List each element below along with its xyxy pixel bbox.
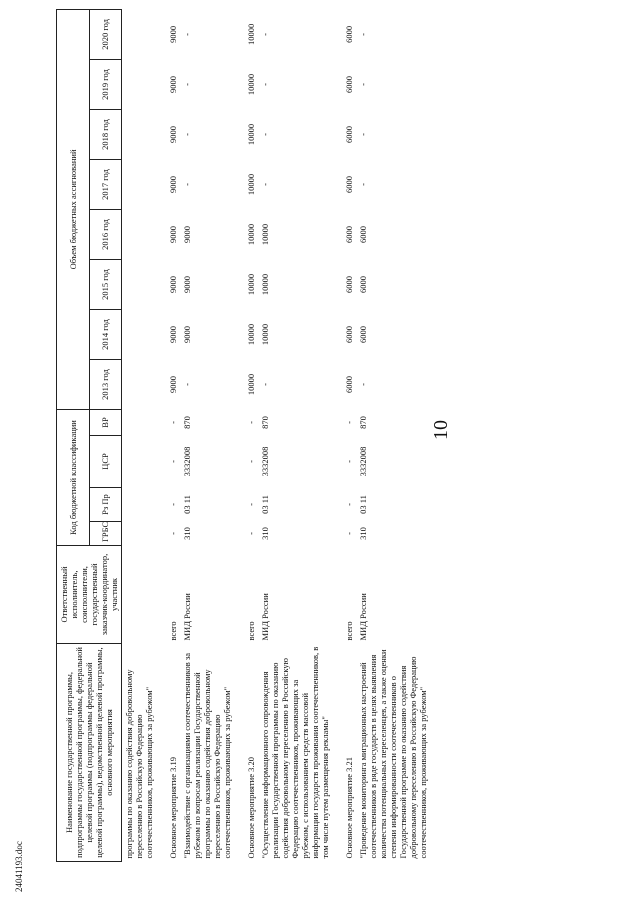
header-year: 2014 год [89, 309, 122, 359]
event-description: "Проведение мониторинга миграционных настроений соотечественников в ряде государств в целях выявления количества потенциальных переселенцев, а также оценки степени информированности соотечественников о Государственной программе по оказанию содействия добровольному переселению в Российскую Федерацию соотечественников, проживающих за рубежом" [358, 649, 429, 859]
code-cell: - [344, 421, 355, 424]
value-cell: - [182, 133, 193, 136]
event-title: Основное мероприятие 3.20 [246, 757, 257, 859]
table-row [342, 9, 356, 861]
continuation-text: программы по оказанию содействия добровольному переселению в Российскую Федерацию соотечественников, проживающих за рубежом" [124, 669, 155, 859]
header-year: 2020 год [89, 9, 122, 59]
value-cell: - [260, 383, 271, 386]
code-cell: - [168, 532, 179, 535]
code-cell: 310 [358, 527, 369, 540]
code-cell: - [246, 421, 257, 424]
header-year: 2019 год [89, 59, 122, 109]
header-year: 2015 год [89, 259, 122, 309]
value-cell: - [260, 83, 271, 86]
value-cell: 9000 [168, 325, 179, 343]
value-cell: 9000 [168, 175, 179, 193]
executor-label: МИД России [358, 593, 369, 641]
event-title: Основное мероприятие 3.21 [344, 757, 355, 859]
code-cell: - [246, 503, 257, 506]
value-cell: - [358, 183, 369, 186]
value-cell: 6000 [344, 325, 355, 343]
header-year: 2013 год [89, 359, 122, 409]
value-cell: 9000 [168, 375, 179, 393]
table-row [356, 9, 430, 861]
code-cell: 310 [260, 527, 271, 540]
value-cell: 10000 [246, 23, 257, 46]
value-cell: 10000 [246, 373, 257, 396]
value-cell: 10000 [246, 73, 257, 96]
value-cell: - [182, 83, 193, 86]
code-cell: 03 11 [182, 495, 193, 514]
code-cell: 3332008 [182, 446, 193, 477]
value-cell: - [260, 183, 271, 186]
code-cell: 870 [182, 416, 193, 429]
value-cell: - [260, 133, 271, 136]
code-cell: - [344, 503, 355, 506]
table-row-continuation [122, 9, 157, 861]
value-cell: 10000 [260, 223, 271, 246]
value-cell: 9000 [168, 275, 179, 293]
value-cell: 6000 [344, 275, 355, 293]
value-cell: 6000 [344, 175, 355, 193]
header-code-rzpr: Рз Пр [89, 488, 122, 522]
executor-label: МИД России [182, 593, 193, 641]
value-cell: - [358, 83, 369, 86]
footer-filename: 24041193.doc [14, 841, 24, 892]
code-cell: - [344, 532, 355, 535]
code-cell: 310 [182, 527, 193, 540]
value-cell: - [182, 183, 193, 186]
code-cell: - [246, 460, 257, 463]
value-cell: 9000 [168, 125, 179, 143]
value-cell: 6000 [344, 225, 355, 243]
code-cell: - [168, 421, 179, 424]
value-cell: 9000 [168, 225, 179, 243]
header-code-csr: ЦСР [89, 436, 122, 488]
code-cell: 03 11 [358, 495, 369, 514]
code-cell: 03 11 [260, 495, 271, 514]
total-label: всего [246, 621, 257, 641]
value-cell: 9000 [182, 325, 193, 343]
value-cell: - [182, 383, 193, 386]
code-cell: - [168, 460, 179, 463]
code-cell: - [344, 460, 355, 463]
header-code-group: Код бюджетной классификации [57, 409, 90, 545]
value-cell: - [358, 133, 369, 136]
header-code-grbs: ГРБС [89, 522, 122, 546]
code-cell: - [246, 532, 257, 535]
value-cell: - [358, 33, 369, 36]
table-row [244, 9, 258, 861]
budget-table [56, 9, 430, 862]
code-cell: 870 [358, 416, 369, 429]
total-label: всего [168, 621, 179, 641]
value-cell: - [358, 383, 369, 386]
value-cell: 6000 [358, 275, 369, 293]
header-year: 2016 год [89, 209, 122, 259]
event-title: Основное мероприятие 3.19 [168, 757, 179, 859]
value-cell: 10000 [246, 123, 257, 146]
table-row [180, 9, 234, 861]
value-cell: 6000 [358, 225, 369, 243]
header-year: 2017 год [89, 159, 122, 209]
value-cell: 6000 [344, 25, 355, 43]
header-allocation-group: Объем бюджетных ассигнований [57, 9, 90, 409]
total-label: всего [344, 621, 355, 641]
value-cell: - [260, 33, 271, 36]
value-cell: 10000 [246, 173, 257, 196]
value-cell: 10000 [246, 323, 257, 346]
value-cell: 10000 [260, 273, 271, 296]
page-number: 10 [430, 420, 452, 440]
value-cell: - [182, 33, 193, 36]
executor-label: МИД России [260, 593, 271, 641]
header-year: 2018 год [89, 109, 122, 159]
value-cell: 10000 [246, 273, 257, 296]
value-cell: 10000 [246, 223, 257, 246]
table-row [258, 9, 332, 861]
value-cell: 10000 [260, 323, 271, 346]
value-cell: 6000 [344, 125, 355, 143]
header-code-vr: ВР [89, 409, 122, 435]
value-cell: 9000 [182, 275, 193, 293]
value-cell: 9000 [168, 25, 179, 43]
event-description: "Осуществление информационного сопровождения реализации Государственной программы по оказанию содействия добровольному переселению в Российскую Федерацию соотечественников, проживающих за рубежом, с использованием средств массовой информации государств проживания соотечественников, в том числе путем размещения рекламы" [260, 646, 331, 859]
value-cell: 6000 [344, 375, 355, 393]
code-cell: - [168, 503, 179, 506]
table-row [166, 9, 180, 861]
value-cell: 9000 [168, 75, 179, 93]
value-cell: 9000 [182, 225, 193, 243]
value-cell: 6000 [358, 325, 369, 343]
value-cell: 6000 [344, 75, 355, 93]
code-cell: 870 [260, 416, 271, 429]
code-cell: 3332008 [260, 446, 271, 477]
code-cell: 3332008 [358, 446, 369, 477]
header-name-col: Наименование государственной программы, подпрограммы государственной программы, федеральной целевой программы (подпрограммы федеральной целевой программы), ведомственной целевой программы, основного мероприятия [57, 644, 122, 862]
event-description: "Взаимодействие с организациями соотечественников за рубежом по вопросам реализации Государственной программы по оказанию содействия добровольному переселению в Российскую Федерацию соотечественников, проживающих за рубежом" [182, 652, 233, 859]
header-responsible-col: Ответственный исполнитель, соисполнители, государственный заказчик-координатор, участник [57, 546, 122, 644]
